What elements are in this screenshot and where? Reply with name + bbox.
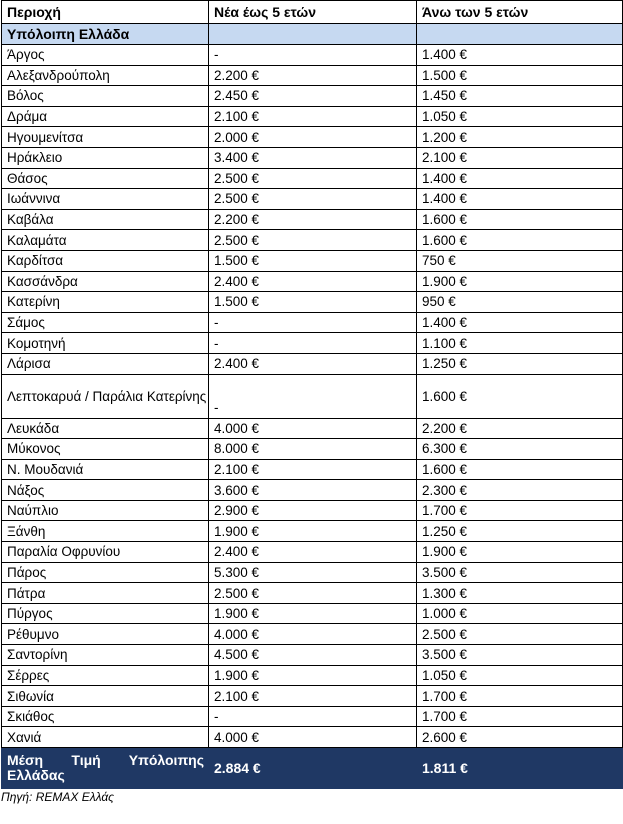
region-cell: Λευκάδα	[2, 418, 209, 439]
new-price-cell: 3.600 €	[209, 480, 417, 501]
table-row	[2, 645, 623, 666]
region-cell: Κομοτηνή	[2, 333, 209, 354]
new-price-cell: 1.500 €	[209, 292, 417, 313]
table-row	[2, 374, 623, 418]
total-label: Μέση Τιμή Υπόλοιπης Ελλάδας	[2, 748, 209, 789]
old-price-cell: 1.600 €	[417, 230, 623, 251]
old-price-cell: 1.050 €	[417, 106, 623, 127]
table-row	[2, 65, 623, 86]
table-row	[2, 353, 623, 374]
table-row	[2, 147, 623, 168]
region-cell: Ιωάννινα	[2, 189, 209, 210]
new-price-cell: 2.200 €	[209, 209, 417, 230]
old-price-cell: 1.400 €	[417, 189, 623, 210]
region-cell: Βόλος	[2, 86, 209, 107]
header-old: Άνω των 5 ετών	[417, 1, 623, 24]
new-price-cell: 2.500 €	[209, 230, 417, 251]
region-cell: Κασσάνδρα	[2, 271, 209, 292]
region-cell: Κατερίνη	[2, 292, 209, 313]
total-old-price: 1.811 €	[417, 748, 623, 789]
region-cell: Ηγουμενίτσα	[2, 127, 209, 148]
table-row	[2, 250, 623, 271]
region-cell: Καλαμάτα	[2, 230, 209, 251]
table-row	[2, 459, 623, 480]
table-row	[2, 45, 623, 66]
table-row	[2, 86, 623, 107]
region-cell: Ξάνθη	[2, 521, 209, 542]
total-new-price: 2.884 €	[209, 748, 417, 789]
old-price-cell: 1.300 €	[417, 583, 623, 604]
region-cell: Μύκονος	[2, 439, 209, 460]
new-price-cell: 2.400 €	[209, 353, 417, 374]
table-row	[2, 312, 623, 333]
old-price-cell: 1.400 €	[417, 45, 623, 66]
new-price-cell: 2.500 €	[209, 189, 417, 210]
old-price-cell: 2.600 €	[417, 727, 623, 748]
region-cell: Σέρρες	[2, 665, 209, 686]
new-price-cell: 4.500 €	[209, 645, 417, 666]
table-row	[2, 603, 623, 624]
old-price-cell: 1.450 €	[417, 86, 623, 107]
region-cell: Αλεξανδρούπολη	[2, 65, 209, 86]
old-price-cell: 3.500 €	[417, 562, 623, 583]
new-price-cell: 8.000 €	[209, 439, 417, 460]
table-row	[2, 542, 623, 563]
new-price-cell: 5.300 €	[209, 562, 417, 583]
new-price-cell: -	[209, 45, 417, 66]
section-empty-cell	[209, 24, 417, 45]
old-price-cell: 2.300 €	[417, 480, 623, 501]
region-cell: Λάρισα	[2, 353, 209, 374]
old-price-cell: 1.700 €	[417, 686, 623, 707]
old-price-cell: 2.100 €	[417, 147, 623, 168]
new-price-cell: 2.100 €	[209, 686, 417, 707]
region-cell: Σκιάθος	[2, 706, 209, 727]
region-cell: Σιθωνία	[2, 686, 209, 707]
header-new: Νέα έως 5 ετών	[209, 1, 417, 24]
region-cell: Καβάλα	[2, 209, 209, 230]
new-price-cell: 4.000 €	[209, 624, 417, 645]
new-price-cell: 1.900 €	[209, 603, 417, 624]
region-cell: Θάσος	[2, 168, 209, 189]
table-row	[2, 624, 623, 645]
new-price-cell: 2.400 €	[209, 542, 417, 563]
old-price-cell: 950 €	[417, 292, 623, 313]
table-row	[2, 500, 623, 521]
table-row	[2, 706, 623, 727]
new-price-cell: -	[209, 706, 417, 727]
header-row	[2, 1, 623, 24]
table-row	[2, 665, 623, 686]
table-row	[2, 439, 623, 460]
new-price-cell: 1.500 €	[209, 250, 417, 271]
old-price-cell: 1.250 €	[417, 521, 623, 542]
new-price-cell: 2.000 €	[209, 127, 417, 148]
region-cell: Παραλία Οφρυνίου	[2, 542, 209, 563]
new-price-cell: 2.500 €	[209, 583, 417, 604]
region-cell: Ρέθυμνο	[2, 624, 209, 645]
new-price-cell: -	[209, 312, 417, 333]
region-cell: Δράμα	[2, 106, 209, 127]
new-price-cell: 2.900 €	[209, 500, 417, 521]
region-cell: Καρδίτσα	[2, 250, 209, 271]
new-price-cell: 3.400 €	[209, 147, 417, 168]
old-price-cell: 1.400 €	[417, 168, 623, 189]
old-price-cell: 1.100 €	[417, 333, 623, 354]
new-price-cell: 2.500 €	[209, 168, 417, 189]
table-row	[2, 562, 623, 583]
region-cell: Ν. Μουδανιά	[2, 459, 209, 480]
new-price-cell: 2.400 €	[209, 271, 417, 292]
table-row	[2, 292, 623, 313]
region-cell: Λεπτοκαρυά / Παράλια Κατερίνης	[2, 374, 209, 418]
old-price-cell: 1.050 €	[417, 665, 623, 686]
table-row	[2, 686, 623, 707]
old-price-cell: 1.600 €	[417, 459, 623, 480]
old-price-cell: 1.900 €	[417, 271, 623, 292]
region-cell: Άργος	[2, 45, 209, 66]
table-row	[2, 521, 623, 542]
total-row	[2, 748, 623, 789]
table-row	[2, 230, 623, 251]
section-empty-cell	[417, 24, 623, 45]
section-title: Υπόλοιπη Ελλάδα	[2, 24, 209, 45]
table-row	[2, 209, 623, 230]
old-price-cell: 1.400 €	[417, 312, 623, 333]
source-note: Πηγή: REMAX Ελλάς	[1, 790, 115, 804]
table-row	[2, 480, 623, 501]
old-price-cell: 1.250 €	[417, 353, 623, 374]
old-price-cell: 1.600 €	[417, 374, 623, 418]
old-price-cell: 1.200 €	[417, 127, 623, 148]
region-cell: Νάξος	[2, 480, 209, 501]
new-price-cell: 1.900 €	[209, 665, 417, 686]
new-price-cell: 2.200 €	[209, 65, 417, 86]
table-row	[2, 106, 623, 127]
old-price-cell: 2.500 €	[417, 624, 623, 645]
region-cell: Ναύπλιο	[2, 500, 209, 521]
region-cell: Χανιά	[2, 727, 209, 748]
old-price-cell: 1.000 €	[417, 603, 623, 624]
new-price-cell: 4.000 €	[209, 727, 417, 748]
old-price-cell: 1.900 €	[417, 542, 623, 563]
table-row	[2, 127, 623, 148]
new-price-cell: 2.450 €	[209, 86, 417, 107]
table-row	[2, 727, 623, 748]
region-cell: Πύργος	[2, 603, 209, 624]
region-cell: Πάτρα	[2, 583, 209, 604]
header-region: Περιοχή	[2, 1, 209, 24]
new-price-cell: 1.900 €	[209, 521, 417, 542]
old-price-cell: 1.600 €	[417, 209, 623, 230]
old-price-cell: 2.200 €	[417, 418, 623, 439]
old-price-cell: 1.500 €	[417, 65, 623, 86]
old-price-cell: 6.300 €	[417, 439, 623, 460]
region-cell: Ηράκλειο	[2, 147, 209, 168]
new-price-cell: 4.000 €	[209, 418, 417, 439]
old-price-cell: 750 €	[417, 250, 623, 271]
table-row	[2, 333, 623, 354]
section-row	[2, 24, 623, 45]
table-row	[2, 271, 623, 292]
region-cell: Σαντορίνη	[2, 645, 209, 666]
region-cell: Πάρος	[2, 562, 209, 583]
old-price-cell: 1.700 €	[417, 500, 623, 521]
table-row	[2, 418, 623, 439]
table-row	[2, 168, 623, 189]
old-price-cell: 3.500 €	[417, 645, 623, 666]
price-table	[1, 0, 623, 789]
new-price-cell: -	[209, 374, 417, 418]
new-price-cell: -	[209, 333, 417, 354]
new-price-cell: 2.100 €	[209, 459, 417, 480]
table-row	[2, 189, 623, 210]
old-price-cell: 1.700 €	[417, 706, 623, 727]
table-row	[2, 583, 623, 604]
new-price-cell: 2.100 €	[209, 106, 417, 127]
region-cell: Σάμος	[2, 312, 209, 333]
